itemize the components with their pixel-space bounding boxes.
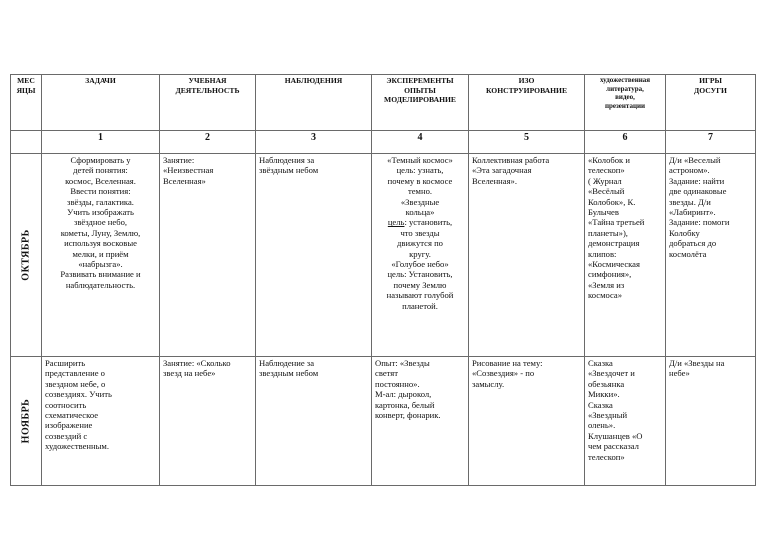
- column-number: 3: [256, 131, 372, 154]
- activity-cell: Занятие: «Неизвестная Вселенная»: [160, 154, 256, 357]
- header-tasks: ЗАДАЧИ: [42, 75, 160, 131]
- number-cell-empty: [11, 131, 42, 154]
- table-row-october: [11, 154, 756, 357]
- month-cell: [11, 154, 42, 357]
- column-number: 6: [585, 131, 666, 154]
- column-number: 4: [372, 131, 469, 154]
- games-cell: Д/и «Звезды на небе»: [666, 357, 756, 486]
- experiments-cell: «Темный космос» цель: узнать, почему в космосе темно. «Звездные кольца» цель: установить, что звезды движутся по кругу. «Голубое небо» цель: Установить, почему Землю называют голубой планетой.: [372, 154, 469, 357]
- plan-table: [10, 74, 756, 486]
- literature-cell: Сказка «Звездочет и обезьянка Микки». Сказка «Звездный олень». Клушанцев «О чем рассказал телескоп»: [585, 357, 666, 486]
- observations-cell: Наблюдение за звездным небом: [256, 357, 372, 486]
- games-cell: Д/и «Веселый астроном». Задание: найти две одинаковые звезды. Д/и «Лабиринт». Задание: помоги Колобку добраться до космолёта: [666, 154, 756, 357]
- experiments-cell: Опыт: «Звезды светят постоянно». М-ал: дырокол, картонка, белый конверт, фонарик.: [372, 357, 469, 486]
- art-cell: Рисование на тему: «Созвездия» - по замыслу.: [469, 357, 585, 486]
- column-number: 1: [42, 131, 160, 154]
- column-number: 2: [160, 131, 256, 154]
- literature-cell: «Колобок и телескоп» ( Журнал «Весёлый Колобок», К. Булычев «Тайна третьей планеты»), демонстрация клипов: «Космическая симфония», «Земля из космоса»: [585, 154, 666, 357]
- tasks-cell: Расширить представление о звездном небе, о созвездиях. Учить соотносить схематическое изображение созвездий с художественным.: [42, 357, 160, 486]
- header-experiments: ЭКСПЕРЕМЕНТЫ ОПЫТЫ МОДЕЛИРОВАНИЕ: [372, 75, 469, 131]
- month-label: НОЯБРЬ: [20, 398, 32, 444]
- column-number: 7: [666, 131, 756, 154]
- goal-word-underlined: цель: [387, 217, 405, 228]
- month-cell: [11, 357, 42, 486]
- header-activity: УЧЕБНАЯ ДЕЯТЕЛЬНОСТЬ: [160, 75, 256, 131]
- tasks-cell: Сформировать у детей понятия: космос, Вселенная. Ввести понятия: звёзды, галактика. Учить изображать звёздное небо, кометы, Луну, Землю, используя восковые мелки, и приём «набрызга». Развивать внимание и наблюдательность.: [42, 154, 160, 357]
- activity-cell: Занятие: «Сколько звезд на небе»: [160, 357, 256, 486]
- column-number: 5: [469, 131, 585, 154]
- column-numbers-row: [11, 131, 756, 154]
- header-art: ИЗО КОНСТРУИРОВАНИЕ: [469, 75, 585, 131]
- observations-cell: Наблюдения за звёздным небом: [256, 154, 372, 357]
- table-row-november: [11, 357, 756, 486]
- header-games: ИГРЫ ДОСУГИ: [666, 75, 756, 131]
- header-observations: НАБЛЮДЕНИЯ: [256, 75, 372, 131]
- art-cell: Коллективная работа «Эта загадочная Вселенная».: [469, 154, 585, 357]
- header-literature: художественная литература, видео, презентации: [585, 75, 666, 131]
- header-row: [11, 75, 756, 131]
- header-month: МЕС ЯЦЫ: [11, 75, 42, 131]
- month-label: ОКТЯБРЬ: [20, 229, 32, 281]
